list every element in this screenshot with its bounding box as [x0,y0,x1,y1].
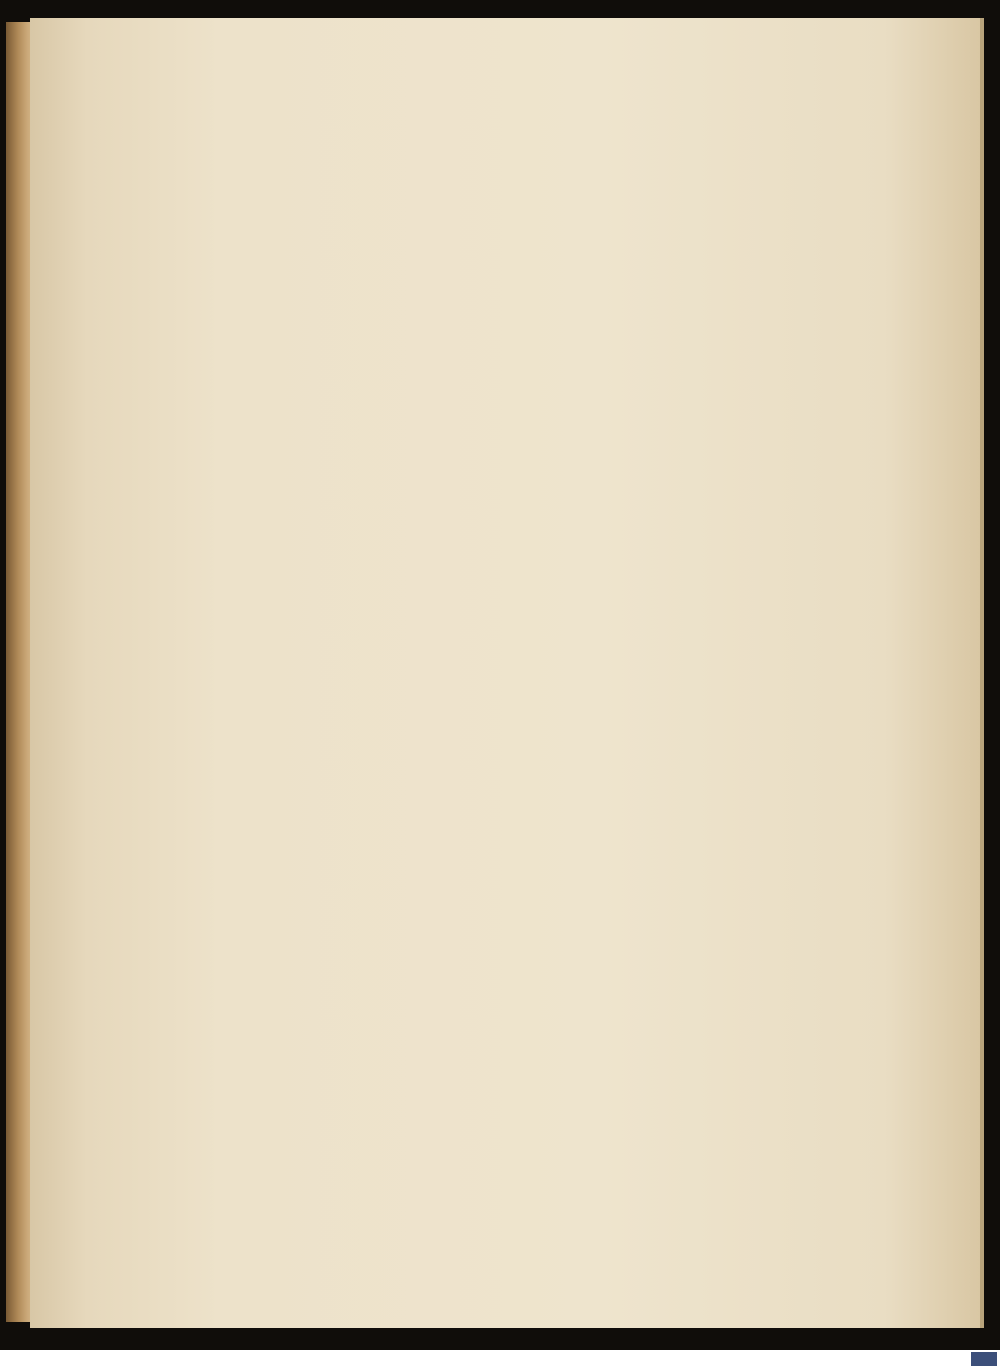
decorated-initial [285,542,347,638]
book-page [30,18,984,1328]
footer-bar [0,1350,1000,1369]
dfg-logo-icon [971,1352,997,1366]
